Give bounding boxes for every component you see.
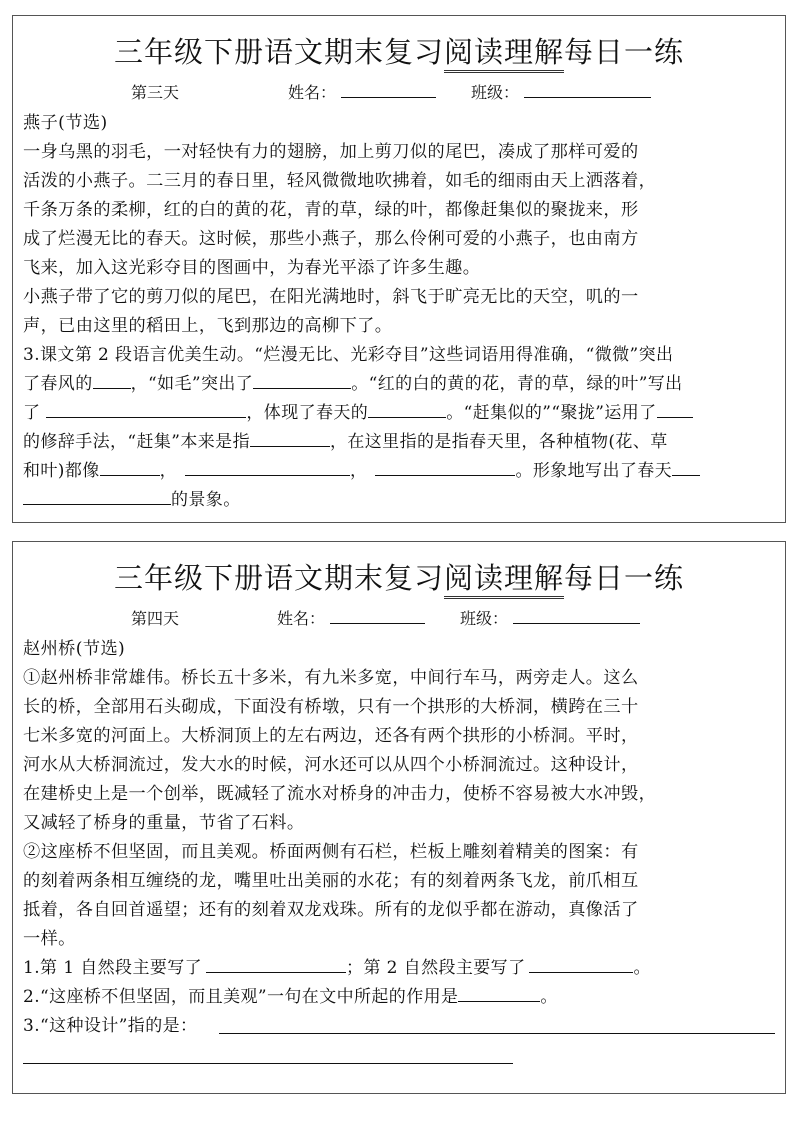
answer-blank[interactable] xyxy=(368,403,446,418)
answer-blank[interactable] xyxy=(46,403,246,418)
passage-line: 七米多宽的河面上。大桥洞顶上的左右两边，还各有两个拱形的小桥洞。平时， xyxy=(23,726,639,746)
passage-line: 河水从大桥洞流过，发大水的时候，河水还可以从四个小桥洞流过。这种设计， xyxy=(23,755,639,775)
worksheet-day3 xyxy=(12,15,786,523)
passage-line: ①赵州桥非常雄伟。桥长五十多米，有九米多宽，中间行车马，两旁走人。这么 xyxy=(23,668,639,688)
passage-line: 又减轻了桥身的重量，节省了石料。 xyxy=(23,813,305,833)
name-field xyxy=(277,606,425,629)
day-label: 第三天 xyxy=(131,83,180,102)
class-label: 班级： xyxy=(460,609,509,628)
title-emphasis: 阅读理解 xyxy=(444,561,564,599)
passage-line: 抵着，各自回首遥望；还有的刻着双龙戏珠。所有的龙似乎都在游动，真像活了 xyxy=(23,900,639,920)
question-2: 2.“这座桥不但坚固，而且美观”一句在文中所起的作用是 。 xyxy=(23,987,558,1007)
class-field xyxy=(460,606,640,629)
class-label: 班级： xyxy=(471,83,520,102)
answer-blank[interactable] xyxy=(672,461,700,476)
question-3-line: 3.课文第 2 段语言优美生动。“烂漫无比、光彩夺目”这些词语用得准确，“微微”突出 xyxy=(23,345,674,365)
answer-blank[interactable] xyxy=(23,490,171,505)
class-input[interactable] xyxy=(513,609,640,624)
passage-line: 的刻着两条相互缠绕的龙，嘴里吐出美丽的水花；有的刻着两条飞龙，前爪相互 xyxy=(23,871,639,891)
answer-line[interactable] xyxy=(23,1063,513,1064)
passage-line: 飞来，加入这光彩夺目的图画中，为春光平添了许多生趣。 xyxy=(23,258,481,278)
passage-line: 一样。 xyxy=(23,929,76,949)
name-input[interactable] xyxy=(330,609,425,624)
passage-line: 在建桥史上是一个创举，既减轻了流水对桥身的冲击力，使桥不容易被大水冲毁， xyxy=(23,784,657,804)
answer-blank[interactable] xyxy=(253,374,351,389)
answer-blank[interactable] xyxy=(100,461,160,476)
title-emphasis: 阅读理解 xyxy=(444,35,564,73)
question-3-line: 的景象。 xyxy=(23,485,241,510)
answer-blank[interactable] xyxy=(529,958,633,973)
question-3-line: 和叶)都像 ， ， 。形象地写出了春天 xyxy=(23,456,700,481)
passage-line: 活泼的小燕子。二三月的春日里，轻风微微地吹拂着，如毛的细雨由天上洒落着， xyxy=(23,171,657,191)
passage-line: ②这座桥不但坚固，而且美观。桥面两侧有石栏，栏板上雕刻着精美的图案：有 xyxy=(23,842,639,862)
class-field xyxy=(471,80,651,103)
question-3-line: 了 ，体现了春天的 。“赶集似的”“聚拢”运用了 xyxy=(23,398,693,423)
passage-title: 燕子(节选) xyxy=(23,113,108,133)
question-3-line: 了春风的 ，“如毛”突出了 。“红的白的黄的花，青的草，绿的叶”写出 xyxy=(23,374,683,394)
answer-blank[interactable] xyxy=(185,461,350,476)
answer-line[interactable] xyxy=(219,1033,775,1034)
passage-line: 小燕子带了它的剪刀似的尾巴，在阳光满地时，斜飞于旷亮无比的天空，叽的一 xyxy=(23,287,639,307)
passage-line: 长的桥，全部用石头砌成，下面没有桥墩，只有一个拱形的大桥洞，横跨在三十 xyxy=(23,697,639,717)
question-1: 1.第 1 自然段主要写了 ；第 2 自然段主要写了 。 xyxy=(23,958,651,978)
question-3-line: 的修辞手法，“赶集”本来是指 ，在这里指的是指春天里，各种植物(花、草 xyxy=(23,432,668,452)
worksheet-title: 三年级下册语文期末复习阅读理解每日一练 xyxy=(13,556,785,597)
answer-blank[interactable] xyxy=(657,403,693,418)
name-label: 姓名： xyxy=(277,609,326,628)
name-input[interactable] xyxy=(341,83,436,98)
day-label: 第四天 xyxy=(131,609,180,628)
passage-line: 成了烂漫无比的春天。这时候，那些小燕子，那么伶俐可爱的小燕子，也由南方 xyxy=(23,229,639,249)
passage-title: 赵州桥(节选) xyxy=(23,639,126,659)
class-input[interactable] xyxy=(524,83,651,98)
answer-blank[interactable] xyxy=(458,987,540,1002)
name-label: 姓名： xyxy=(288,83,337,102)
answer-blank[interactable] xyxy=(93,374,131,389)
passage-line: 一身乌黑的羽毛，一对轻快有力的翅膀，加上剪刀似的尾巴，凑成了那样可爱的 xyxy=(23,142,639,162)
answer-blank[interactable] xyxy=(375,461,515,476)
passage-line: 声，已由这里的稻田上，飞到那边的高柳下了。 xyxy=(23,316,393,336)
name-field xyxy=(288,80,436,103)
answer-blank[interactable] xyxy=(250,432,330,447)
worksheet-title: 三年级下册语文期末复习阅读理解每日一练 xyxy=(13,30,785,71)
worksheet-day4 xyxy=(12,541,786,1094)
answer-blank[interactable] xyxy=(206,958,346,973)
question-3: 3.“这种设计”指的是： xyxy=(23,1016,198,1036)
passage-line: 千条万条的柔柳，红的白的黄的花，青的草，绿的叶，都像赶集似的聚拢来，形 xyxy=(23,200,639,220)
